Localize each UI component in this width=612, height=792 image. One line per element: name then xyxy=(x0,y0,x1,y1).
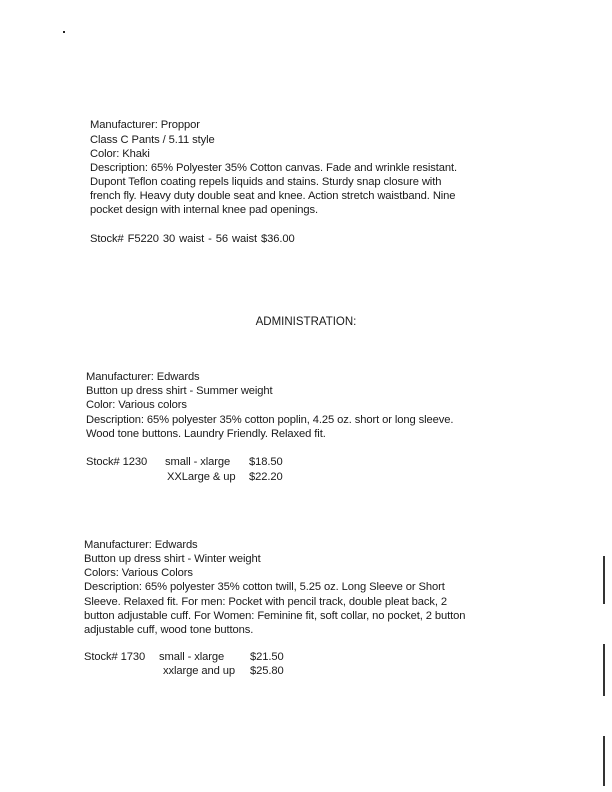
item2-name: Button up dress shirt - Summer weight xyxy=(86,385,273,397)
item2-price: $22.20 xyxy=(249,471,283,483)
item1-description-line: Description: 65% Polyester 35% Cotton canvas. Fade and wrinkle resistant. xyxy=(90,162,458,174)
scan-edge-mark xyxy=(603,644,605,696)
item3-price: $21.50 xyxy=(250,651,284,663)
item2-price: $18.50 xyxy=(249,456,283,468)
item1-manufacturer: Manufacturer: Proppor xyxy=(90,119,200,131)
item3-name: Button up dress shirt - Winter weight xyxy=(84,553,261,565)
item2-size: XXLarge & up xyxy=(167,471,236,483)
item1-color: Color: Khaki xyxy=(90,148,150,160)
item1-description-line: french fly. Heavy duty double seat and knee. Action stretch waistband. Nine xyxy=(90,190,456,202)
item3-size: xxlarge and up xyxy=(163,665,235,677)
item3-color: Colors: Various Colors xyxy=(84,567,193,579)
item3-size: small - xlarge xyxy=(159,651,225,663)
scan-edge-mark xyxy=(603,556,605,604)
item1-description-line: Dupont Teflon coating repels liquids and stains. Sturdy snap closure with xyxy=(90,176,442,188)
item3-description-line: Sleeve. Relaxed fit. For men: Pocket with pencil track, double pleat back, 2 xyxy=(84,596,448,608)
item2-stock-label: Stock# 1230 xyxy=(86,456,148,468)
scan-speck xyxy=(63,31,65,33)
section-heading: ADMINISTRATION: xyxy=(255,316,357,328)
scan-edge-mark xyxy=(603,736,605,786)
item1-stock: Stock# F5220 30 waist - 56 waist $36.00 xyxy=(90,233,295,245)
item3-description-line: button adjustable cuff. For Women: Feminine fit, soft collar, no pocket, 2 button xyxy=(84,610,466,622)
item3-price: $25.80 xyxy=(250,665,284,677)
item2-color: Color: Various colors xyxy=(86,399,187,411)
item2-size: small - xlarge xyxy=(165,456,231,468)
item1-name: Class C Pants / 5.11 style xyxy=(90,134,215,146)
item3-stock-label: Stock# 1730 xyxy=(84,651,146,663)
item1-description-line: pocket design with internal knee pad openings. xyxy=(90,204,319,216)
item3-manufacturer: Manufacturer: Edwards xyxy=(84,539,198,551)
item3-description-line: adjustable cuff, wood tone buttons. xyxy=(84,624,254,636)
item3-description-line: Description: 65% polyester 35% cotton twill, 5.25 oz. Long Sleeve or Short xyxy=(84,581,445,593)
item2-description-line: Wood tone buttons. Laundry Friendly. Relaxed fit. xyxy=(86,428,326,440)
item2-manufacturer: Manufacturer: Edwards xyxy=(86,371,200,383)
item2-description-line: Description: 65% polyester 35% cotton poplin, 4.25 oz. short or long sleeve. xyxy=(86,414,454,426)
